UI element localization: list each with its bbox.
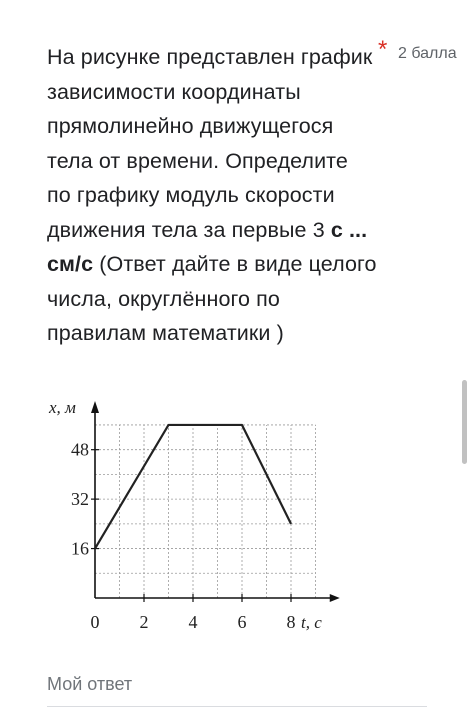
x-tick-label: 0 [90, 612, 100, 632]
y-tick-label: 16 [71, 538, 89, 559]
chart-svg [40, 397, 350, 663]
y-tick-label: 32 [71, 489, 89, 510]
x-tick-label: 8 [286, 612, 296, 632]
chart [40, 397, 350, 663]
answer-underline [47, 706, 427, 707]
question-answer-unit: с ... см/с [47, 217, 368, 276]
question-text [47, 40, 377, 351]
x-axis-label: t, c [301, 613, 322, 632]
chart-labels [48, 398, 322, 632]
chart-series [95, 425, 291, 549]
x-tick-label: 2 [139, 612, 149, 632]
chart-axes [91, 401, 340, 602]
x-axis-arrow [330, 594, 340, 602]
scrollbar-thumb[interactable] [462, 380, 467, 464]
answer-input[interactable]: Мой ответ [47, 674, 133, 694]
y-tick-label: 48 [71, 439, 89, 460]
chart-grid [95, 425, 316, 598]
question-text-part: (Ответ дайте в виде целого числа, округлённого по правилам математики ) [47, 252, 377, 345]
y-axis-arrow [91, 401, 99, 413]
x-tick-label: 6 [237, 612, 247, 632]
y-axis-label: x, м [49, 397, 76, 417]
points-label: 2 балла [398, 45, 457, 62]
question-text-part: На рисунке представлен график зависимости координаты прямолинейно движущегося тела от времени. Определите по графику модуль скорости движения тела за первые 3 [47, 45, 373, 242]
required-asterisk: * [378, 36, 388, 63]
x-tick-label: 4 [188, 612, 198, 632]
series-line [95, 425, 291, 549]
